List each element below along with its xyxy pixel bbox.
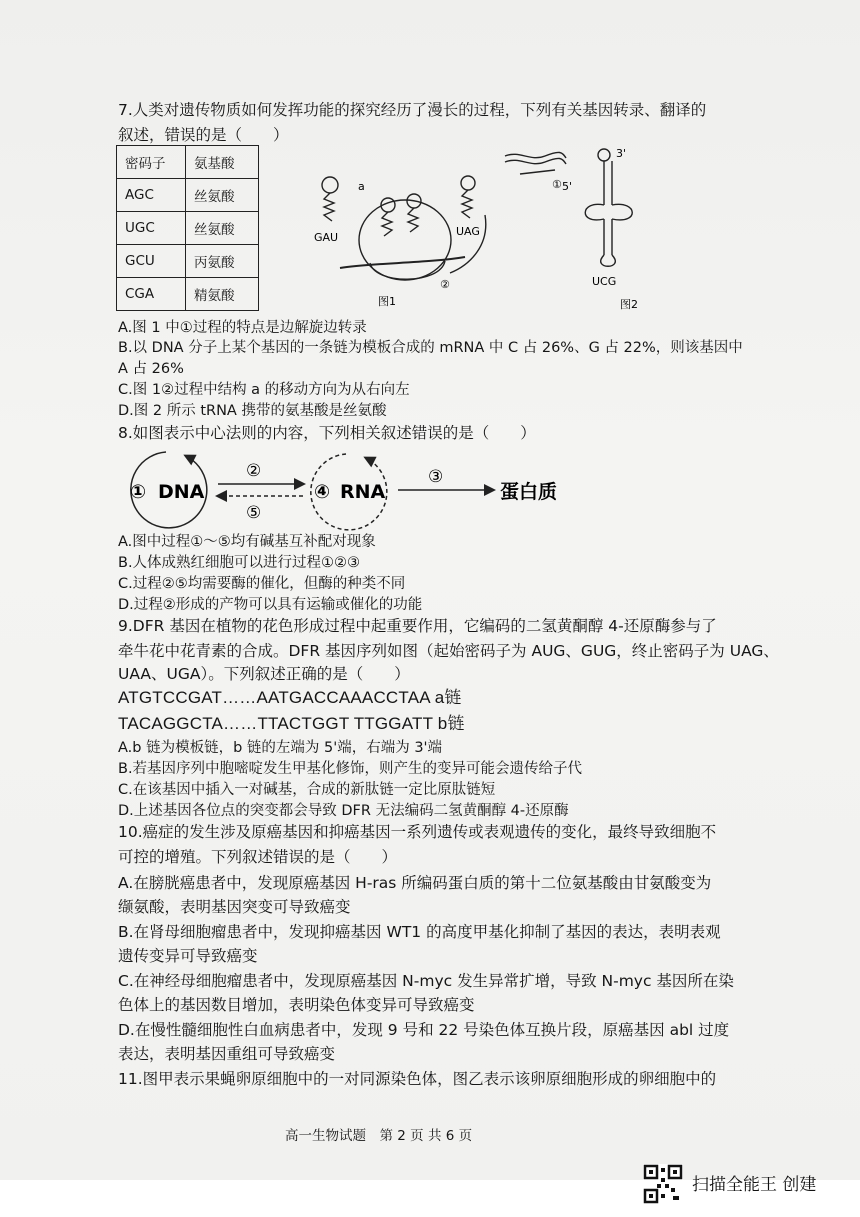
table-header-codon: 密码子 xyxy=(117,146,186,179)
question-9-stem-line-2: 牵牛花中花青素的合成。DFR 基因序列如图（起始密码子为 AUG、GUG，终止密码子为 UAG、 xyxy=(118,642,779,660)
question-10-stem-line-2: 可控的增殖。下列叙述错误的是（ ） xyxy=(118,848,398,866)
table-row xyxy=(117,278,259,311)
question-7-option-b-line-1: B.以 DNA 分子上某个基因的一条链为模板合成的 mRNA 中 C 占 26%、G 占 22%，则该基因中 xyxy=(118,340,743,356)
table-cell: UGC xyxy=(117,212,186,245)
question-11-stem-line-1: 11.图甲表示果蝇卵原细胞中的一对同源染色体，图乙表示该卵原细胞形成的卵细胞中的 xyxy=(118,1070,717,1088)
table-cell: 丝氨酸 xyxy=(186,179,259,212)
table-row xyxy=(117,146,259,179)
diagram-dna: DNA xyxy=(158,481,205,503)
question-8-option-d: D.过程②形成的产物可以具有运输或催化的功能 xyxy=(118,597,423,613)
diagram-label-4: ④ xyxy=(314,481,331,503)
question-7-option-d: D.图 2 所示 tRNA 携带的氨基酸是丝氨酸 xyxy=(118,403,387,419)
question-7-option-b-line-2: A 占 26% xyxy=(118,361,184,377)
question-9-option-d: D.上述基因各位点的突变都会导致 DFR 无法编码二氢黄酮醇 4-还原酶 xyxy=(118,803,569,819)
question-8-option-c: C.过程②⑤均需要酶的催化，但酶的种类不同 xyxy=(118,576,406,592)
question-10-option-b-line-1: B.在肾母细胞瘤患者中，发现抑癌基因 WT1 的高度甲基化抑制了基因的表达，表明表观 xyxy=(118,923,721,941)
question-9-option-a: A.b 链为模板链，b 链的左端为 5'端，右端为 3'端 xyxy=(118,740,443,756)
table-cell: GCU xyxy=(117,245,186,278)
figure-2-anticodon: UCG xyxy=(592,275,617,288)
central-dogma-diagram xyxy=(118,446,638,532)
question-10-stem-line-1: 10.癌症的发生涉及原癌基因和抑癌基因一系列遗传或表观遗传的变化，最终导致细胞不 xyxy=(118,823,717,841)
question-10-option-d-line-1: D.在慢性髓细胞性白血病患者中，发现 9 号和 22 号染色体互换片段，原癌基因 abl 过度 xyxy=(118,1021,730,1039)
sequence-strand-b: TACAGGCTA……TTACTGGT TTGGATT b链 xyxy=(118,714,465,733)
question-10-option-c-line-1: C.在神经母细胞瘤患者中，发现原癌基因 N-myc 发生异常扩增，导致 N-myc 基因所在染 xyxy=(118,972,734,990)
question-9-option-b: B.若基因序列中胞嘧啶发生甲基化修饰，则产生的变异可能会遗传给子代 xyxy=(118,761,583,777)
question-7-stem-line-1: 7.人类对遗传物质如何发挥功能的探究经历了漫长的过程，下列有关基因转录、翻译的 xyxy=(118,101,707,119)
figure-2-caption: 图2 xyxy=(620,298,638,311)
figure-1-label-1: ① xyxy=(552,178,562,191)
table-cell: 丝氨酸 xyxy=(186,212,259,245)
table-row xyxy=(117,179,259,212)
figure-2-trna xyxy=(560,145,670,315)
question-10-option-d-line-2: 表达，表明基因重组可导致癌变 xyxy=(118,1045,336,1063)
question-9-stem-line-1: 9.DFR 基因在植物的花色形成过程中起重要作用，它编码的二氢黄酮醇 4-还原酶参与了 xyxy=(118,617,717,635)
table-header-amino-acid: 氨基酸 xyxy=(186,146,259,179)
figure-1-label-2: ② xyxy=(440,278,450,291)
figure-1-caption: 图1 xyxy=(378,295,396,308)
table-cell: AGC xyxy=(117,179,186,212)
diagram-label-2: ② xyxy=(246,461,262,481)
question-8-option-a: A.图中过程①～⑤均有碱基互补配对现象 xyxy=(118,534,376,550)
sequence-strand-a: ATGTCCGAT……AATGACCAAACCTAA a链 xyxy=(118,688,462,707)
table-cell: 丙氨酸 xyxy=(186,245,259,278)
figure-2-label-5prime: 5' xyxy=(562,180,573,193)
codon-table xyxy=(116,145,259,311)
table-row xyxy=(117,245,259,278)
question-10-option-a-line-1: A.在膀胱癌患者中，发现原癌基因 H-ras 所编码蛋白质的第十二位氨基酸由甘氨酸变为 xyxy=(118,874,712,892)
question-10-option-c-line-2: 色体上的基因数目增加，表明染色体变异可导致癌变 xyxy=(118,996,475,1014)
question-8-stem: 8.如图表示中心法则的内容，下列相关叙述错误的是（ ） xyxy=(118,424,536,442)
diagram-label-5: ⑤ xyxy=(246,503,262,523)
scanner-watermark: 扫描全能王 创建 xyxy=(692,1175,817,1195)
figure-1-anticodon-gau: GAU xyxy=(314,231,339,244)
page-footer: 高一生物试题 第 2 页 共 6 页 xyxy=(285,1128,473,1144)
table-row xyxy=(117,212,259,245)
figure-2-label-3prime: 3' xyxy=(616,147,627,160)
question-10-option-b-line-2: 遗传变异可导致癌变 xyxy=(118,947,258,965)
question-7-option-c: C.图 1②过程中结构 a 的移动方向为从右向左 xyxy=(118,382,410,398)
question-9-option-c: C.在该基因中插入一对碱基，合成的新肽链一定比原肽链短 xyxy=(118,782,496,798)
diagram-protein: 蛋白质 xyxy=(500,481,558,503)
figure-1-anticodon-uag: UAG xyxy=(456,225,480,238)
table-cell: CGA xyxy=(117,278,186,311)
diagram-rna: RNA xyxy=(340,481,386,503)
question-9-stem-line-3: UAA、UGA）。下列叙述正确的是（ ） xyxy=(118,665,410,683)
diagram-label-3: ③ xyxy=(428,467,444,487)
figure-1-translation xyxy=(300,145,510,315)
question-10-option-a-line-2: 缬氨酸，表明基因突变可导致癌变 xyxy=(118,898,351,916)
figure-1-label-a: a xyxy=(358,180,365,193)
qr-code-icon xyxy=(643,1164,683,1204)
question-8-option-b: B.人体成熟红细胞可以进行过程①②③ xyxy=(118,555,361,571)
diagram-label-1: ① xyxy=(130,481,147,503)
table-cell: 精氨酸 xyxy=(186,278,259,311)
question-7-option-a: A.图 1 中①过程的特点是边解旋边转录 xyxy=(118,320,367,336)
question-7-stem-line-2: 叙述，错误的是（ ） xyxy=(118,126,289,144)
